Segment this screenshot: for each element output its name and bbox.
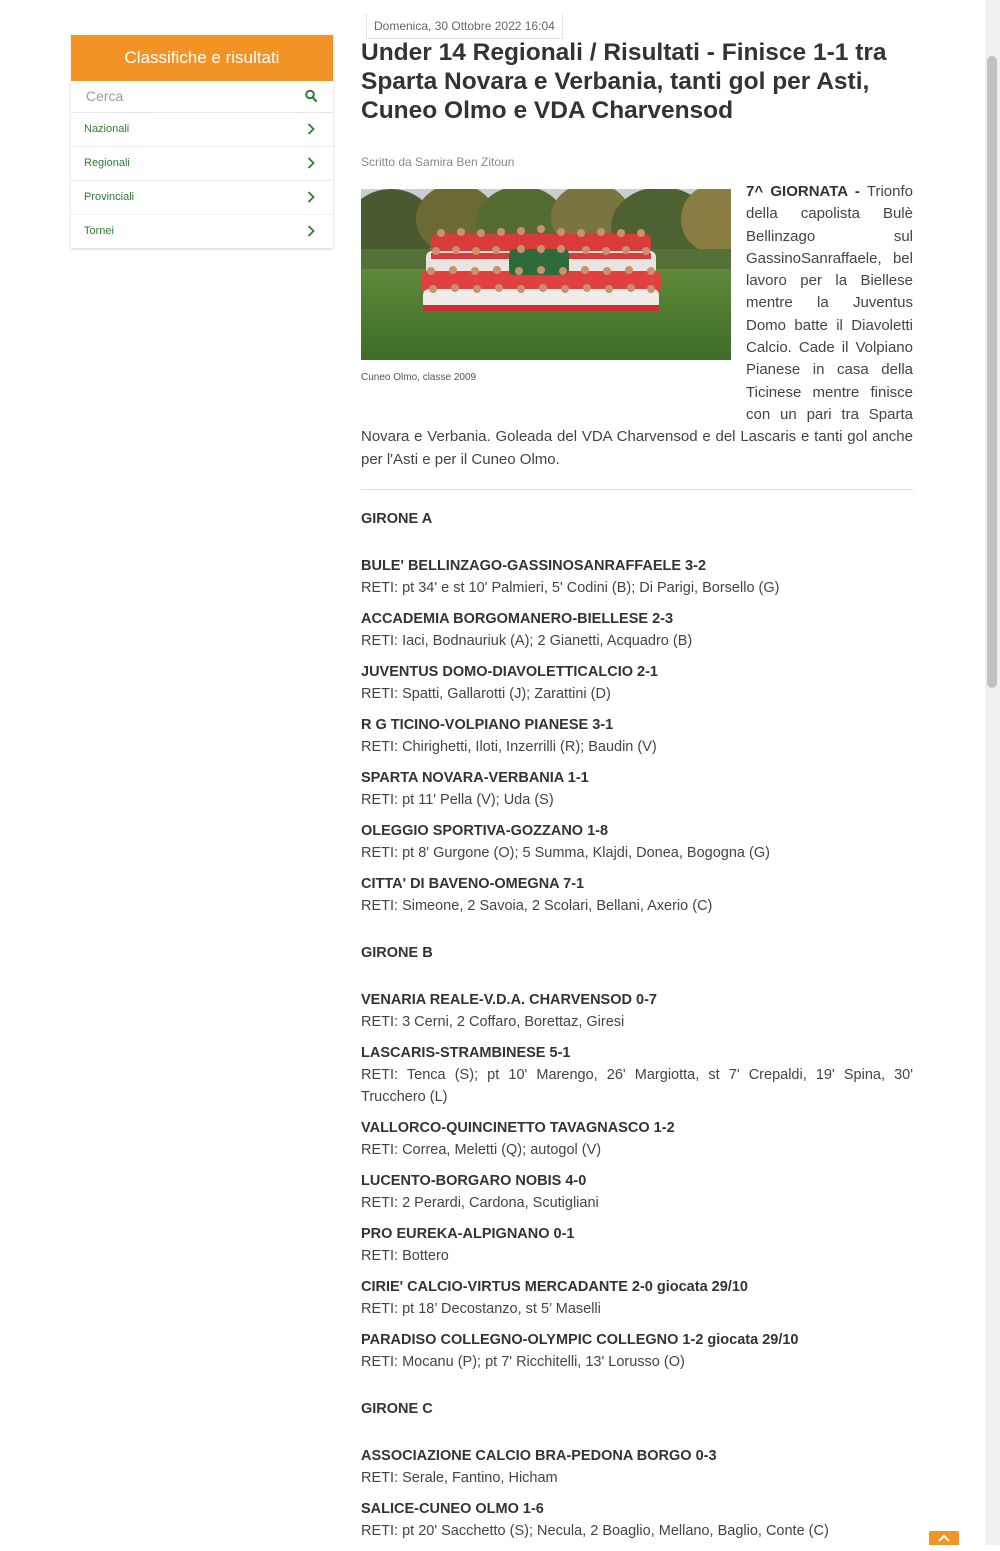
match-scorers: RETI: 3 Cerni, 2 Coffaro, Borettaz, Giresi <box>361 1014 625 1030</box>
match-scorers: RETI: Chirighetti, Iloti, Inzerrilli (R); Baudin (V) <box>361 739 657 755</box>
match-scorers: RETI: 2 Perardi, Cardona, Scutigliani <box>361 1195 599 1211</box>
match-scorers: RETI: Bottero <box>361 1248 449 1264</box>
match-item <box>361 661 913 705</box>
chevron-right-icon <box>307 123 315 135</box>
team-photo-figure <box>361 189 731 383</box>
match-item <box>361 1042 913 1108</box>
photo-caption: Cuneo Olmo, classe 2009 <box>361 372 477 383</box>
sidebar-item-nazionali[interactable] <box>71 113 333 147</box>
sidebar-item-label: Nazionali <box>84 123 130 135</box>
sidebar-item-regionali[interactable] <box>71 147 333 181</box>
intro-heading: 7^ GIORNATA - <box>746 183 860 200</box>
match-title: SALICE-CUNEO OLMO 1-6 <box>361 1501 544 1517</box>
match-scorers: RETI: pt 20' Sacchetto (S); Necula, 2 Boaglio, Mellano, Baglio, Conte (C) <box>361 1523 829 1539</box>
divider <box>361 489 913 490</box>
sidebar-header: Classifiche e risultati <box>71 35 333 81</box>
results-list <box>361 509 913 1551</box>
match-title: ASSOCIAZIONE CALCIO BRA-PEDONA BORGO 0-3 <box>361 1448 717 1464</box>
match-item <box>361 714 913 758</box>
match-title: PARADISO COLLEGNO-OLYMPIC COLLEGNO 1-2 giocata 29/10 <box>361 1332 799 1348</box>
match-scorers: RETI: pt 8' Gurgone (O); 5 Summa, Klajdi, Donea, Bogogna (G) <box>361 845 770 861</box>
match-scorers: RETI: Serale, Fantino, Hicham <box>361 1470 558 1486</box>
chevron-up-icon <box>938 1534 950 1542</box>
sidebar-item-label: Tornei <box>84 225 114 237</box>
match-scorers: RETI: Tenca (S); pt 10' Marengo, 26' Margiotta, st 7' Crepaldi, 19' Spina, 30' Trucchero (L) <box>361 1067 913 1105</box>
match-item <box>361 1329 913 1373</box>
article-title: Under 14 Regionali / Risultati - Finisce 1-1 tra Sparta Novara e Verbania, tanti gol per Asti, Cuneo Olmo e VDA Charvensod <box>361 39 887 124</box>
match-item <box>361 767 913 811</box>
team-photo[interactable] <box>361 189 731 360</box>
article-author: Scritto da Samira Ben Zitoun <box>361 155 515 169</box>
match-title: ACCADEMIA BORGOMANERO-BIELLESE 2-3 <box>361 611 674 627</box>
match-title: VENARIA REALE-V.D.A. CHARVENSOD 0-7 <box>361 992 657 1008</box>
sidebar-item-provinciali[interactable] <box>71 181 333 215</box>
chevron-right-icon <box>307 191 315 203</box>
sidebar-search <box>71 81 333 113</box>
match-item <box>361 1117 913 1161</box>
article-date: Domenica, 30 Ottobre 2022 16:04 <box>366 14 563 39</box>
search-input[interactable] <box>84 81 288 111</box>
match-scorers: RETI: pt 34' e st 10' Palmieri, 5' Codini (B); Di Parigi, Borsello (G) <box>361 580 780 596</box>
match-scorers: RETI: Mocanu (P); pt 7' Ricchitelli, 13' Lorusso (O) <box>361 1354 685 1370</box>
match-item <box>361 608 913 652</box>
chevron-right-icon <box>307 225 315 237</box>
match-title: CITTA' DI BAVENO-OMEGNA 7-1 <box>361 876 585 892</box>
match-scorers: RETI: Iaci, Bodnauriuk (A); 2 Gianetti, Acquadro (B) <box>361 633 693 649</box>
match-title: LASCARIS-STRAMBINESE 5-1 <box>361 1045 571 1061</box>
match-item <box>361 1445 913 1489</box>
match-scorers: RETI: pt 11' Pella (V); Uda (S) <box>361 792 554 808</box>
match-item <box>361 1223 913 1267</box>
match-title: VALLORCO-QUINCINETTO TAVAGNASCO 1-2 <box>361 1120 675 1136</box>
match-item <box>361 1170 913 1214</box>
results-sidebar <box>71 35 333 248</box>
match-item <box>361 989 913 1033</box>
sidebar-item-label: Provinciali <box>84 191 135 203</box>
sidebar-item-label: Regionali <box>84 157 130 169</box>
group-title: GIRONE B <box>361 945 433 961</box>
match-title: BULE' BELLINZAGO-GASSINOSANRAFFAELE 3-2 <box>361 558 707 574</box>
scrollbar-thumb[interactable] <box>987 56 997 688</box>
match-item <box>361 820 913 864</box>
match-item <box>361 1498 913 1542</box>
sidebar-item-tornei[interactable] <box>71 215 333 248</box>
chevron-right-icon <box>307 157 315 169</box>
match-title: JUVENTUS DOMO-DIAVOLETTICALCIO 2-1 <box>361 664 658 680</box>
match-title: R G TICINO-VOLPIANO PIANESE 3-1 <box>361 717 614 733</box>
match-title: OLEGGIO SPORTIVA-GOZZANO 1-8 <box>361 823 609 839</box>
match-scorers: RETI: Spatti, Gallarotti (J); Zarattini (D) <box>361 686 611 702</box>
intro-body: Trionfo della capolista Bulè Bellinzago sul GassinoSanraffaele, bel lavoro per la Biellese mentre la Juventus Domo batte il Diavoletti Calcio. Cade il Volpiano Pianese in casa della Ticinese mentre finisce con un pari tra Sparta Novara e Verbania. Goleada del VDA Charvensod e del Lascaris e tanti gol anche per l'Asti e per il Cuneo Olmo. <box>361 183 913 468</box>
match-item <box>361 873 913 917</box>
group-title: GIRONE A <box>361 511 433 527</box>
match-item <box>361 555 913 599</box>
match-item <box>361 1276 913 1320</box>
match-scorers: RETI: Simeone, 2 Savoia, 2 Scolari, Bellani, Axerio (C) <box>361 898 713 914</box>
match-scorers: RETI: Correa, Meletti (Q); autogol (V) <box>361 1142 602 1158</box>
search-icon[interactable] <box>305 89 317 103</box>
match-title: PRO EUREKA-ALPIGNANO 0-1 <box>361 1226 575 1242</box>
match-scorers: RETI: pt 18’ Decostanzo, st 5’ Maselli <box>361 1301 601 1317</box>
match-title: SPARTA NOVARA-VERBANIA 1-1 <box>361 770 589 786</box>
back-to-top-button[interactable] <box>929 1531 959 1545</box>
match-title: LUCENTO-BORGARO NOBIS 4-0 <box>361 1173 587 1189</box>
match-title: CIRIE' CALCIO-VIRTUS MERCADANTE 2-0 giocata 29/10 <box>361 1279 748 1295</box>
scrollbar-track[interactable] <box>985 0 1000 1545</box>
group-title: GIRONE C <box>361 1401 433 1417</box>
